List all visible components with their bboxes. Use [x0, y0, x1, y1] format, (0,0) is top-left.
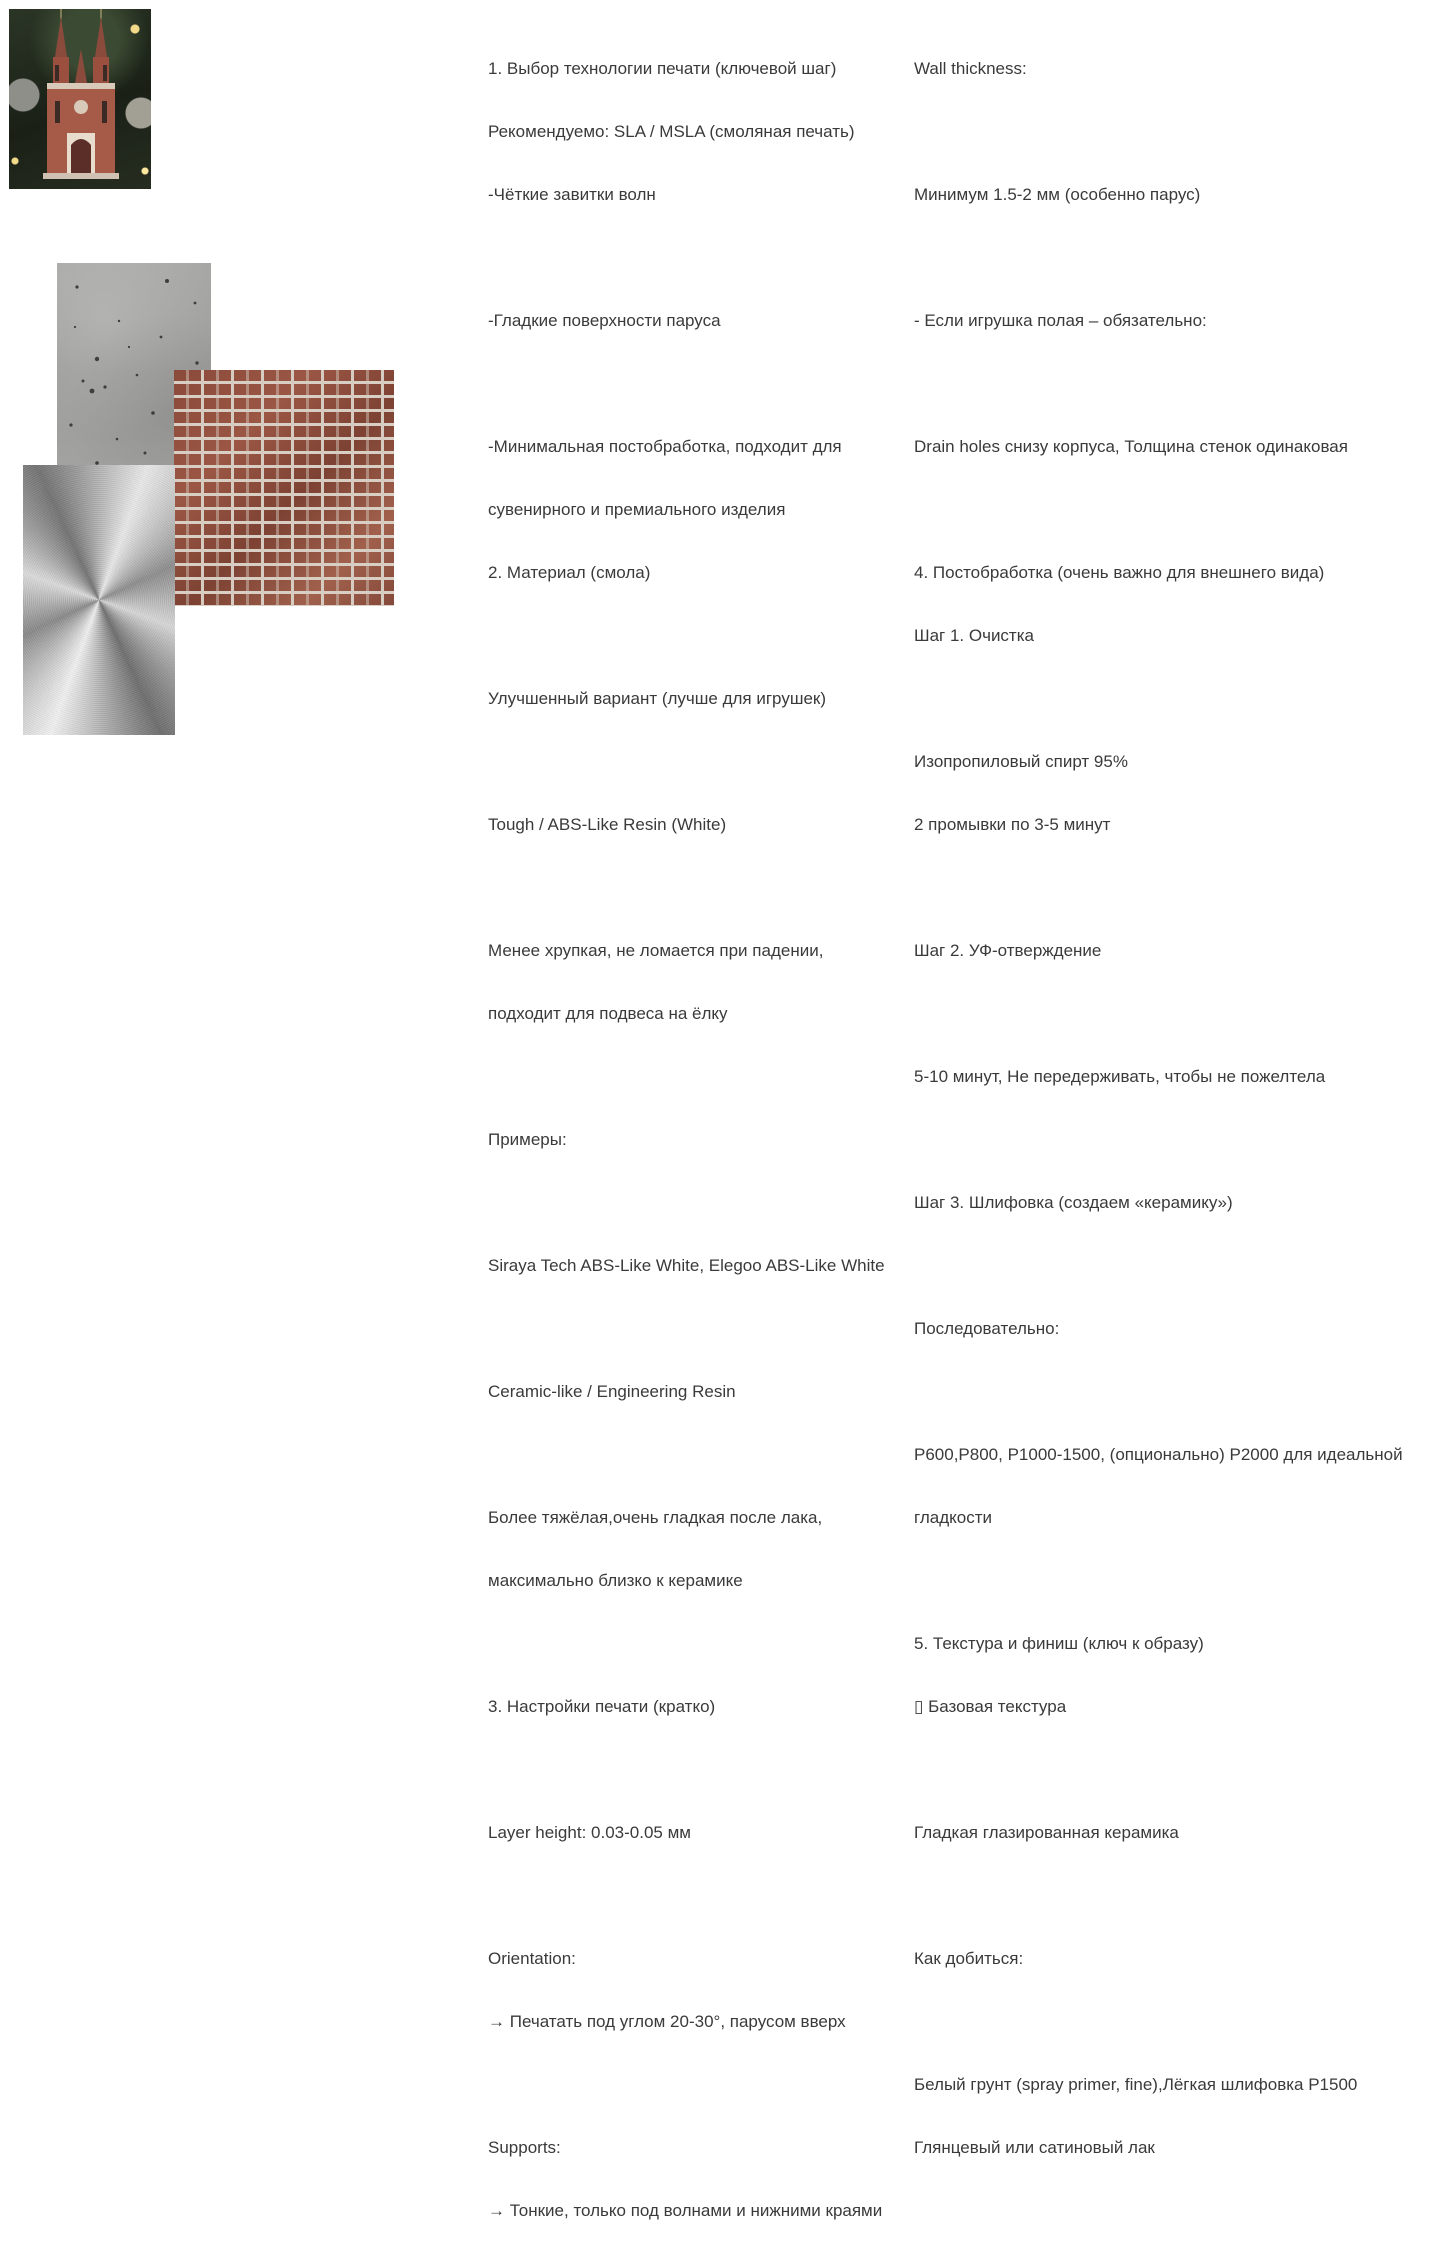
text-line	[914, 1255, 1434, 1276]
text-line	[488, 373, 906, 394]
text-line	[488, 877, 906, 898]
text-line	[488, 2074, 906, 2095]
text-line: ▯ Базовая текстура	[914, 1697, 1067, 1716]
text-line: -Минимальная постобработка, подходит для	[488, 437, 842, 456]
text-line: сувенирного и премиального изделия	[488, 500, 786, 519]
text-line: Supports:	[488, 2138, 561, 2157]
text-line	[488, 1444, 906, 1465]
text-line: Orientation:	[488, 1949, 576, 1968]
text-line	[488, 1759, 906, 1780]
text-line: Wall thickness:	[914, 59, 1027, 78]
brick-texture-image	[174, 370, 394, 606]
print-guide-middle-column	[488, 16, 906, 2242]
text-line: Siraya Tech ABS-Like White, Elegoo ABS-Like White	[488, 1256, 885, 1275]
text-line: -Чёткие завитки волн	[488, 185, 656, 204]
text-line: гладкости	[914, 1508, 992, 1527]
text-line: Шаг 3. Шлифовка (создаем «керамику»)	[914, 1193, 1233, 1212]
text-line: 4. Постобработка (очень важно для внешнего вида)	[914, 563, 1325, 582]
text-line: -Гладкие поверхности паруса	[488, 311, 721, 330]
text-line: 2 промывки по 3-5 минут	[914, 815, 1111, 834]
text-line: Гладкая глазированная керамика	[914, 1823, 1179, 1842]
text-line: Более тяжёлая,очень гладкая после лака,	[488, 1508, 823, 1527]
text-line	[914, 1129, 1434, 1150]
text-line: 5-10 минут, Не передерживать, чтобы не пожелтела	[914, 1067, 1326, 1086]
text-line	[488, 1318, 906, 1339]
text-line	[914, 1759, 1434, 1780]
text-line: 3. Настройки печати (кратко)	[488, 1697, 716, 1716]
text-line: Drain holes снизу корпуса, Толщина стенок одинаковая	[914, 437, 1348, 456]
text-line: Шаг 2. УФ-отверждение	[914, 941, 1102, 960]
text-line	[914, 247, 1434, 268]
text-line: 2. Материал (смола)	[488, 563, 651, 582]
text-line	[488, 1633, 906, 1654]
text-line: Ceramic-like / Engineering Resin	[488, 1382, 736, 1401]
text-line: 5. Текстура и финиш (ключ к образу)	[914, 1634, 1204, 1653]
text-line	[488, 1192, 906, 1213]
text-line	[914, 1885, 1434, 1906]
text-line: Шаг 1. Очистка	[914, 626, 1034, 645]
brushed-metal-texture-image	[23, 465, 175, 735]
text-line	[488, 751, 906, 772]
text-line: Примеры:	[488, 1130, 567, 1149]
text-line: → Тонкие, только под волнами и нижними краями	[488, 2201, 883, 2220]
church-ornament-image	[9, 9, 151, 189]
text-line: Рекомендуемо: SLA / MSLA (смоляная печать)	[488, 122, 855, 141]
text-line: Tough / ABS-Like Resin (White)	[488, 815, 727, 834]
text-line: Улучшенный вариант (лучше для игрушек)	[488, 689, 827, 708]
text-line	[488, 247, 906, 268]
text-line: P600,P800, P1000-1500, (опционально) P2000 для идеальной	[914, 1445, 1403, 1464]
text-line: Изопропиловый спирт 95%	[914, 752, 1128, 771]
text-line	[488, 625, 906, 646]
text-line: 1. Выбор технологии печати (ключевой шаг)	[488, 59, 837, 78]
text-line: Последовательно:	[914, 1319, 1060, 1338]
text-line: Layer height: 0.03-0.05 мм	[488, 1823, 691, 1842]
text-line	[914, 877, 1434, 898]
text-line	[914, 1570, 1434, 1591]
text-line	[914, 499, 1434, 520]
text-line: - Если игрушка полая – обязательно:	[914, 311, 1207, 330]
text-line: Глянцевый или сатиновый лак	[914, 2138, 1155, 2157]
text-line: подходит для подвеса на ёлку	[488, 1004, 728, 1023]
text-line	[914, 1003, 1434, 1024]
text-line: → Печатать под углом 20-30°, парусом вверх	[488, 2012, 846, 2031]
text-line	[914, 688, 1434, 709]
text-line	[488, 1066, 906, 1087]
text-line	[488, 1885, 906, 1906]
text-line	[914, 121, 1434, 142]
text-line: Менее хрупкая, не ломается при падении,	[488, 941, 824, 960]
text-line: Минимум 1.5-2 мм (особенно парус)	[914, 185, 1201, 204]
print-guide-right-column	[914, 16, 1434, 2179]
text-line	[914, 1381, 1434, 1402]
text-line: максимально близко к керамике	[488, 1571, 743, 1590]
text-line: Как добиться:	[914, 1949, 1024, 1968]
text-line: Белый грунт (spray primer, fine),Лёгкая шлифовка P1500	[914, 2075, 1358, 2094]
text-line	[914, 373, 1434, 394]
text-line	[914, 2011, 1434, 2032]
